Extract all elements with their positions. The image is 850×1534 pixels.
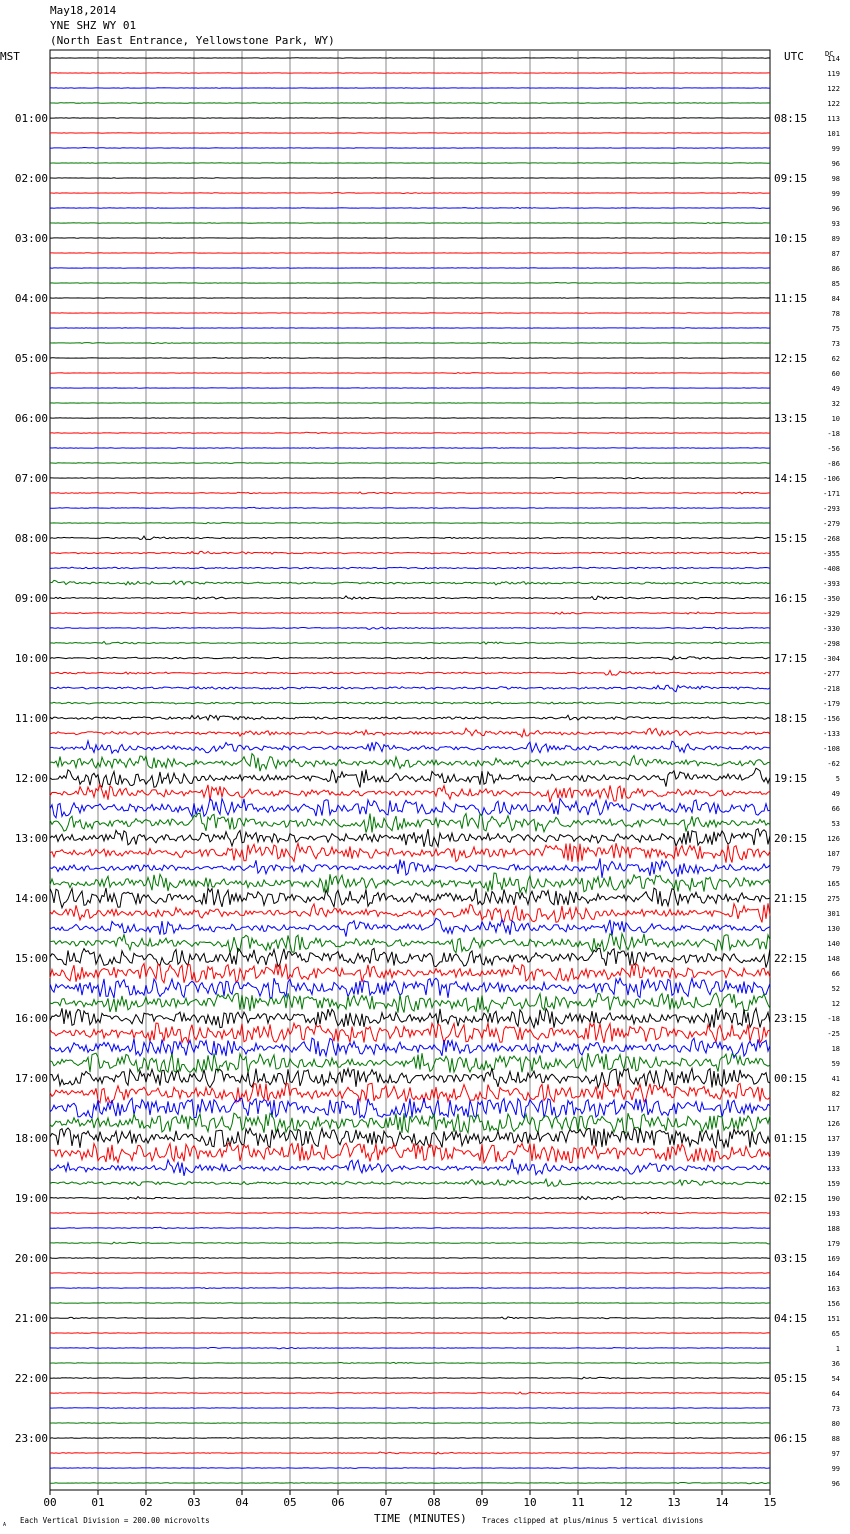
seismic-trace [50, 373, 770, 374]
seismic-trace [50, 1483, 770, 1484]
seismic-trace [50, 432, 770, 433]
seismic-trace [50, 858, 770, 878]
mst-hour-label: 17:00 [14, 1072, 48, 1085]
utc-hour-label: 11:15 [774, 292, 808, 305]
seismic-trace [50, 193, 770, 194]
dc-offset-label: -56 [827, 445, 840, 453]
seismic-trace [50, 656, 770, 660]
dc-offset-label: 73 [831, 340, 840, 348]
dc-offset-label: -171 [823, 490, 840, 498]
dc-offset-label: 139 [827, 1150, 840, 1158]
mst-hour-label: 02:00 [14, 172, 48, 185]
utc-hour-label: 15:15 [774, 532, 808, 545]
seismic-trace [50, 596, 770, 600]
utc-hour-label: 05:15 [774, 1372, 808, 1385]
clip-note: Traces clipped at plus/minus 5 vertical divisions [482, 1516, 704, 1525]
seismic-trace [50, 1242, 770, 1244]
x-tick-label: 07 [379, 1496, 393, 1509]
dc-offset-label: 96 [831, 205, 840, 213]
seismic-trace [50, 1227, 770, 1229]
header-date: May18,2014 [50, 4, 117, 17]
seismic-trace [50, 1377, 770, 1379]
seismic-trace [50, 418, 770, 419]
x-tick-label: 03 [187, 1496, 201, 1509]
dc-offset-label: 36 [831, 1360, 840, 1368]
mst-hour-label: 07:00 [14, 472, 48, 485]
mst-hour-label: 01:00 [14, 112, 48, 125]
seismic-trace [50, 1273, 770, 1274]
seismic-trace [50, 813, 770, 832]
seismic-trace [50, 670, 770, 675]
seismic-trace [50, 685, 770, 691]
seismic-trace [50, 873, 770, 893]
dc-offset-label: 99 [831, 1465, 840, 1473]
mst-hour-label: 21:00 [14, 1312, 48, 1325]
dc-offset-label: -218 [823, 685, 840, 693]
dc-offset-label: 62 [831, 355, 840, 363]
x-tick-label: 12 [619, 1496, 633, 1509]
dc-offset-label: -408 [823, 565, 840, 573]
mst-hour-label: 06:00 [14, 412, 48, 425]
dc-offset-label: 12 [831, 1000, 840, 1008]
dc-offset-label: 89 [831, 235, 840, 243]
seismic-trace [50, 1038, 770, 1058]
x-tick-label: 11 [571, 1496, 585, 1509]
dc-offset-label: 193 [827, 1210, 840, 1218]
seismic-trace [50, 1452, 770, 1454]
seismic-trace [50, 58, 770, 59]
dc-offset-label: -133 [823, 730, 840, 738]
seismic-trace [50, 1438, 770, 1439]
seismic-trace [50, 627, 770, 629]
dc-offset-label: -393 [823, 580, 840, 588]
dc-offset-label: -18 [827, 430, 840, 438]
seismic-trace [50, 715, 770, 720]
dc-offset-label: 119 [827, 70, 840, 78]
x-tick-label: 08 [427, 1496, 441, 1509]
dc-offset-label: -277 [823, 670, 840, 678]
seismic-trace [50, 208, 770, 209]
dc-offset-label: 18 [831, 1045, 840, 1053]
dc-offset-label: -86 [827, 460, 840, 468]
seismic-trace [50, 993, 770, 1013]
mst-hour-label: 12:00 [14, 772, 48, 785]
utc-hour-label: 13:15 [774, 412, 808, 425]
utc-hour-label: 20:15 [774, 832, 808, 845]
scale-note: Each Vertical Division = 200.00 microvolts [20, 1516, 210, 1525]
dc-offset-label: 1 [835, 1345, 840, 1353]
seismic-trace [50, 964, 770, 983]
dc-offset-label: -298 [823, 640, 840, 648]
seismic-trace [50, 1143, 770, 1163]
seismic-trace [50, 1023, 770, 1043]
mst-hour-label: 09:00 [14, 592, 48, 605]
header-station: YNE SHZ WY 01 [50, 19, 137, 32]
footer-mark: A [3, 1522, 7, 1528]
utc-hour-label: 17:15 [774, 652, 808, 665]
seismic-trace [50, 754, 770, 772]
seismic-trace [50, 1128, 770, 1148]
mst-hour-label: 14:00 [14, 892, 48, 905]
x-tick-label: 10 [523, 1496, 537, 1509]
seismic-trace [50, 163, 770, 164]
dc-offset-label: 99 [831, 190, 840, 198]
seismic-trace [50, 1423, 770, 1424]
dc-offset-label: 137 [827, 1135, 840, 1143]
seismic-trace [50, 507, 770, 508]
dc-offset-label: 113 [827, 115, 840, 123]
seismic-trace [50, 1468, 770, 1469]
seismic-trace [50, 829, 770, 847]
mst-hour-label: 10:00 [14, 652, 48, 665]
mst-hour-label: 16:00 [14, 1012, 48, 1025]
seismic-trace [50, 478, 770, 479]
dc-offset-label: 122 [827, 85, 840, 93]
seismic-trace [50, 1212, 770, 1214]
dc-offset-label: 117 [827, 1105, 840, 1113]
dc-offset-label: -25 [827, 1030, 840, 1038]
utc-hour-label: 06:15 [774, 1432, 808, 1445]
seismic-trace [50, 551, 770, 554]
dc-offset-label: 188 [827, 1225, 840, 1233]
seismic-trace [50, 522, 770, 523]
x-tick-label: 05 [283, 1496, 297, 1509]
seismic-trace [50, 1196, 770, 1199]
dc-offset-label: 301 [827, 910, 840, 918]
plot-frame [50, 50, 770, 1490]
dc-offset-label: 84 [831, 295, 840, 303]
dc-label: DC [825, 50, 834, 58]
seismic-trace [50, 1333, 770, 1334]
seismic-trace [50, 223, 770, 224]
seismic-trace [50, 1159, 770, 1176]
label-group [15, 55, 840, 1509]
seismic-trace [50, 1348, 770, 1349]
mst-hour-label: 20:00 [14, 1252, 48, 1265]
seismic-trace [50, 798, 770, 817]
seismic-trace [50, 536, 770, 540]
mst-hour-label: 18:00 [14, 1132, 48, 1145]
dc-offset-label: 64 [831, 1390, 840, 1398]
utc-hour-label: 23:15 [774, 1012, 808, 1025]
dc-offset-label: 130 [827, 925, 840, 933]
dc-offset-label: 80 [831, 1420, 840, 1428]
dc-offset-label: 126 [827, 1120, 840, 1128]
dc-offset-label: 60 [831, 370, 840, 378]
seismic-trace [50, 612, 770, 614]
seismic-trace [50, 580, 770, 585]
dc-offset-label: 73 [831, 1405, 840, 1413]
dc-offset-label: -329 [823, 610, 840, 618]
dc-offset-label: 148 [827, 955, 840, 963]
x-tick-label: 02 [139, 1496, 153, 1509]
dc-offset-label: 96 [831, 1480, 840, 1488]
dc-offset-label: -268 [823, 535, 840, 543]
dc-offset-label: -279 [823, 520, 840, 528]
dc-offset-label: 53 [831, 820, 840, 828]
utc-hour-label: 01:15 [774, 1132, 808, 1145]
mst-hour-label: 22:00 [14, 1372, 48, 1385]
dc-offset-label: -330 [823, 625, 840, 633]
x-tick-label: 00 [43, 1496, 57, 1509]
utc-hour-label: 16:15 [774, 592, 808, 605]
dc-offset-label: 88 [831, 1435, 840, 1443]
mst-hour-label: 23:00 [14, 1432, 48, 1445]
seismic-trace [50, 1392, 770, 1394]
dc-offset-label: -106 [823, 475, 840, 483]
mst-hour-label: 13:00 [14, 832, 48, 845]
utc-hour-label: 03:15 [774, 1252, 808, 1265]
x-tick-label: 04 [235, 1496, 249, 1509]
seismic-trace [50, 1068, 770, 1088]
utc-hour-label: 04:15 [774, 1312, 808, 1325]
dc-offset-label: 52 [831, 985, 840, 993]
seismic-trace [50, 492, 770, 494]
utc-hour-label: 19:15 [774, 772, 808, 785]
dc-offset-label: 151 [827, 1315, 840, 1323]
seismic-trace [50, 1303, 770, 1304]
dc-offset-label: -355 [823, 550, 840, 558]
dc-offset-label: 5 [835, 775, 840, 783]
dc-offset-label: -62 [827, 760, 840, 768]
utc-hour-label: 02:15 [774, 1192, 808, 1205]
dc-offset-label: 156 [827, 1300, 840, 1308]
trace-group [50, 58, 770, 1484]
x-axis-title: TIME (MINUTES) [374, 1512, 467, 1525]
dc-offset-label: 97 [831, 1450, 840, 1458]
seismic-trace [50, 358, 770, 359]
dc-offset-label: 41 [831, 1075, 840, 1083]
seismic-trace [50, 313, 770, 314]
dc-offset-label: 87 [831, 250, 840, 258]
dc-offset-label: -156 [823, 715, 840, 723]
mst-hour-label: 04:00 [14, 292, 48, 305]
header-location: (North East Entrance, Yellowstone Park, WY) [50, 34, 335, 47]
plot-grid [50, 50, 770, 1495]
seismic-trace [50, 148, 770, 149]
dc-offset-label: -350 [823, 595, 840, 603]
dc-offset-label: 101 [827, 130, 840, 138]
dc-offset-label: 93 [831, 220, 840, 228]
seismic-trace [50, 463, 770, 464]
mst-label: MST [0, 50, 20, 63]
utc-hour-label: 08:15 [774, 112, 808, 125]
mst-hour-label: 03:00 [14, 232, 48, 245]
seismic-trace [50, 1053, 770, 1073]
dc-offset-label: 140 [827, 940, 840, 948]
utc-hour-label: 22:15 [774, 952, 808, 965]
dc-offset-label: -304 [823, 655, 840, 663]
seismic-trace [50, 1362, 770, 1363]
seismic-trace [50, 238, 770, 239]
dc-offset-label: 122 [827, 100, 840, 108]
dc-offset-label: 66 [831, 970, 840, 978]
dc-offset-label: 49 [831, 385, 840, 393]
dc-offset-label: 275 [827, 895, 840, 903]
utc-hour-label: 21:15 [774, 892, 808, 905]
x-tick-label: 09 [475, 1496, 489, 1509]
seismic-trace [50, 642, 770, 645]
seismic-trace [50, 283, 770, 284]
seismic-trace [50, 567, 770, 569]
dc-offset-label: 163 [827, 1285, 840, 1293]
seismic-trace [50, 741, 770, 753]
mst-hour-label: 11:00 [14, 712, 48, 725]
utc-label: UTC [784, 50, 804, 63]
utc-hour-label: 09:15 [774, 172, 808, 185]
seismic-trace [50, 934, 770, 953]
seismic-trace [50, 918, 770, 936]
dc-offset-label: 54 [831, 1375, 840, 1383]
utc-hour-label: 00:15 [774, 1072, 808, 1085]
dc-offset-label: 79 [831, 865, 840, 873]
x-tick-label: 06 [331, 1496, 345, 1509]
seismic-trace [50, 888, 770, 908]
dc-offset-label: 165 [827, 880, 840, 888]
x-tick-label: 14 [715, 1496, 729, 1509]
dc-offset-label: 114 [827, 55, 840, 63]
dc-offset-label: 96 [831, 160, 840, 168]
dc-offset-label: 164 [827, 1270, 840, 1278]
seismic-trace [50, 343, 770, 344]
dc-offset-label: -293 [823, 505, 840, 513]
seismic-trace [50, 1408, 770, 1409]
seismic-trace [50, 784, 770, 802]
utc-hour-label: 10:15 [774, 232, 808, 245]
dc-offset-label: 86 [831, 265, 840, 273]
seismic-trace [50, 1317, 770, 1319]
dc-offset-label: 75 [831, 325, 840, 333]
dc-offset-label: 190 [827, 1195, 840, 1203]
x-tick-label: 01 [91, 1496, 105, 1509]
dc-offset-label: 98 [831, 175, 840, 183]
dc-offset-label: 32 [831, 400, 840, 408]
x-tick-label: 13 [667, 1496, 681, 1509]
mst-hour-label: 15:00 [14, 952, 48, 965]
seismic-trace [50, 1098, 770, 1118]
seismic-trace [50, 702, 770, 704]
seismic-trace [50, 1179, 770, 1186]
mst-hour-label: 08:00 [14, 532, 48, 545]
dc-offset-label: 126 [827, 835, 840, 843]
utc-hour-label: 12:15 [774, 352, 808, 365]
dc-offset-label: 133 [827, 1165, 840, 1173]
dc-offset-label: 78 [831, 310, 840, 318]
x-tick-label: 15 [763, 1496, 777, 1509]
mst-hour-label: 05:00 [14, 352, 48, 365]
seismic-trace [50, 1288, 770, 1289]
dc-offset-label: -179 [823, 700, 840, 708]
mst-hour-label: 19:00 [14, 1192, 48, 1205]
dc-offset-label: 179 [827, 1240, 840, 1248]
dc-offset-label: 169 [827, 1255, 840, 1263]
dc-offset-label: 82 [831, 1090, 840, 1098]
seismic-trace [50, 728, 770, 737]
seismic-trace [50, 328, 770, 329]
dc-offset-label: 59 [831, 1060, 840, 1068]
dc-offset-label: 49 [831, 790, 840, 798]
seismic-trace [50, 1113, 770, 1133]
dc-offset-label: 107 [827, 850, 840, 858]
dc-offset-label: 159 [827, 1180, 840, 1188]
dc-offset-label: 10 [831, 415, 840, 423]
dc-offset-label: 66 [831, 805, 840, 813]
dc-offset-label: 99 [831, 145, 840, 153]
dc-offset-label: 65 [831, 1330, 840, 1338]
dc-offset-label: -18 [827, 1015, 840, 1023]
seismic-trace [50, 768, 770, 787]
seismic-trace [50, 1258, 770, 1259]
seismic-trace [50, 448, 770, 449]
dc-offset-label: -108 [823, 745, 840, 753]
utc-hour-label: 18:15 [774, 712, 808, 725]
dc-offset-label: 85 [831, 280, 840, 288]
utc-hour-label: 14:15 [774, 472, 808, 485]
seismic-trace [50, 103, 770, 104]
